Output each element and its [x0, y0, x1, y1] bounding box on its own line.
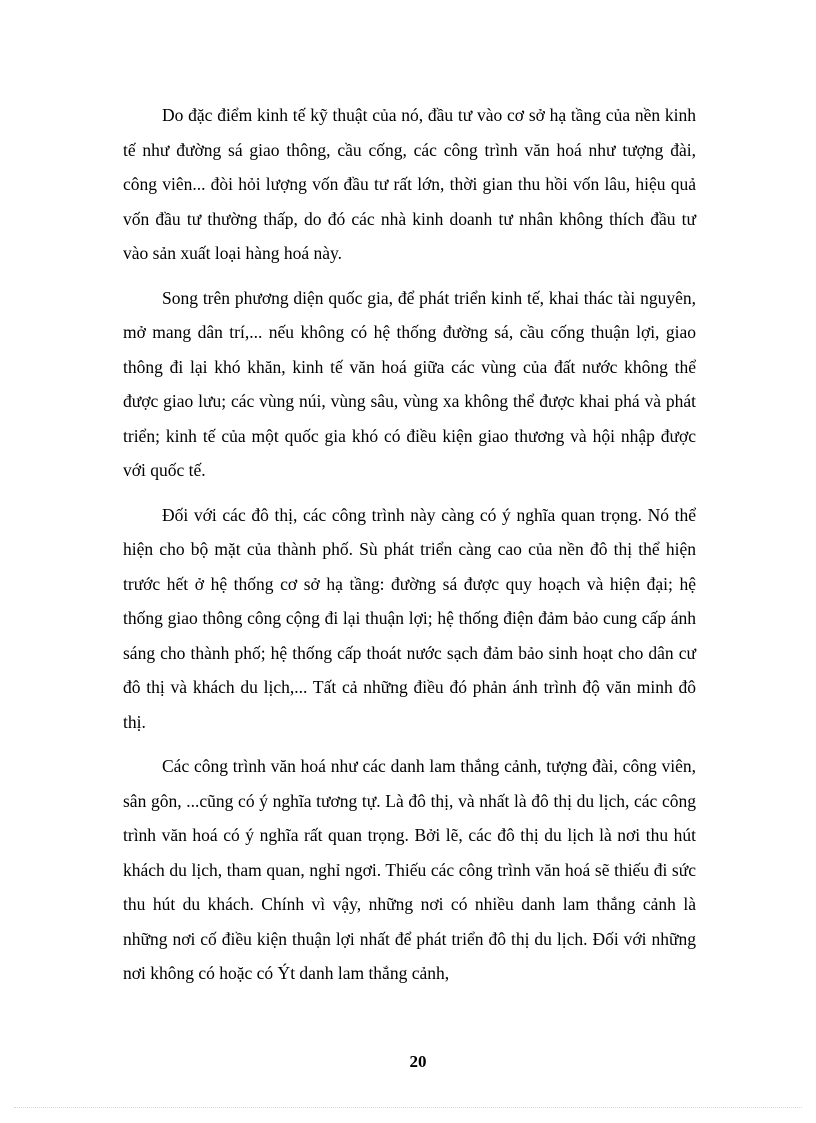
paragraph-2: Song trên phương diện quốc gia, để phát triển kinh tế, khai thác tài nguyên, mở mang dân trí,... nếu không có hệ thống đường sá, cầu cống thuận lợi, giao thông đi lại khó khăn, kinh tế văn hoá giữa các vùng của đất nước không thể được giao lưu; các vùng núi, vùng sâu, vùng xa không thể được khai phá và phát triển; kinh tế của một quốc gia khó có điều kiện giao thương và hội nhập được với quốc tế. [123, 287, 696, 480]
page-number: 20 [409, 1052, 427, 1071]
paragraph-1: Do đặc điểm kinh tế kỹ thuật của nó, đầu tư vào cơ sở hạ tầng của nền kinh tế như đường sá giao thông, cầu cống, các công trình văn hoá như tượng đài, công viên... đòi hỏi lượng vốn đầu tư rất lớn, thời gian thu hồi vốn lâu, hiệu quả vốn đầu tư thường thấp, do đó các nhà kinh doanh tư nhân không thích đầu tư vào sản xuất loại hàng hoá này. [123, 105, 696, 263]
footer-divider [14, 1107, 802, 1108]
paragraph-4: Các công trình văn hoá như các danh lam thắng cảnh, tượng đài, công viên, sân gôn, ...cũng có ý nghĩa tương tự. Là đô thị, và nhất là đô thị du lịch, các công trình văn hoá có ý nghĩa rất quan trọng. Bởi lẽ, các đô thị du lịch là nơi thu hút khách du lịch, tham quan, nghỉ ngơi. Thiếu các công trình văn hoá sẽ thiếu đi sức thu hút du khách. Chính vì vậy, những nơi có nhiều danh lam thắng cảnh là những nơi cố điều kiện thuận lợi nhất để phát triển đô thị du lịch. Đối với những nơi không có hoặc có Ýt danh lam thắng cảnh, [123, 756, 696, 983]
paragraph-3: Đối với các đô thị, các công trình này càng có ý nghĩa quan trọng. Nó thể hiện cho bộ mặt của thành phố. Sù phát triển càng cao của nền đô thị thể hiện trước hết ở hệ thống cơ sở hạ tầng: đường sá được quy hoạch và hiện đại; hệ thống giao thông công cộng đi lại thuận lợi; hệ thống điện đảm bảo cung cấp ánh sáng cho thành phố; hệ thống cấp thoát nước sạch đảm bảo sinh hoạt cho dân cư đô thị và khách du lịch,... Tất cả những điều đó phản ánh trình độ văn minh đô thị. [123, 504, 696, 732]
body-text [123, 98, 696, 1001]
